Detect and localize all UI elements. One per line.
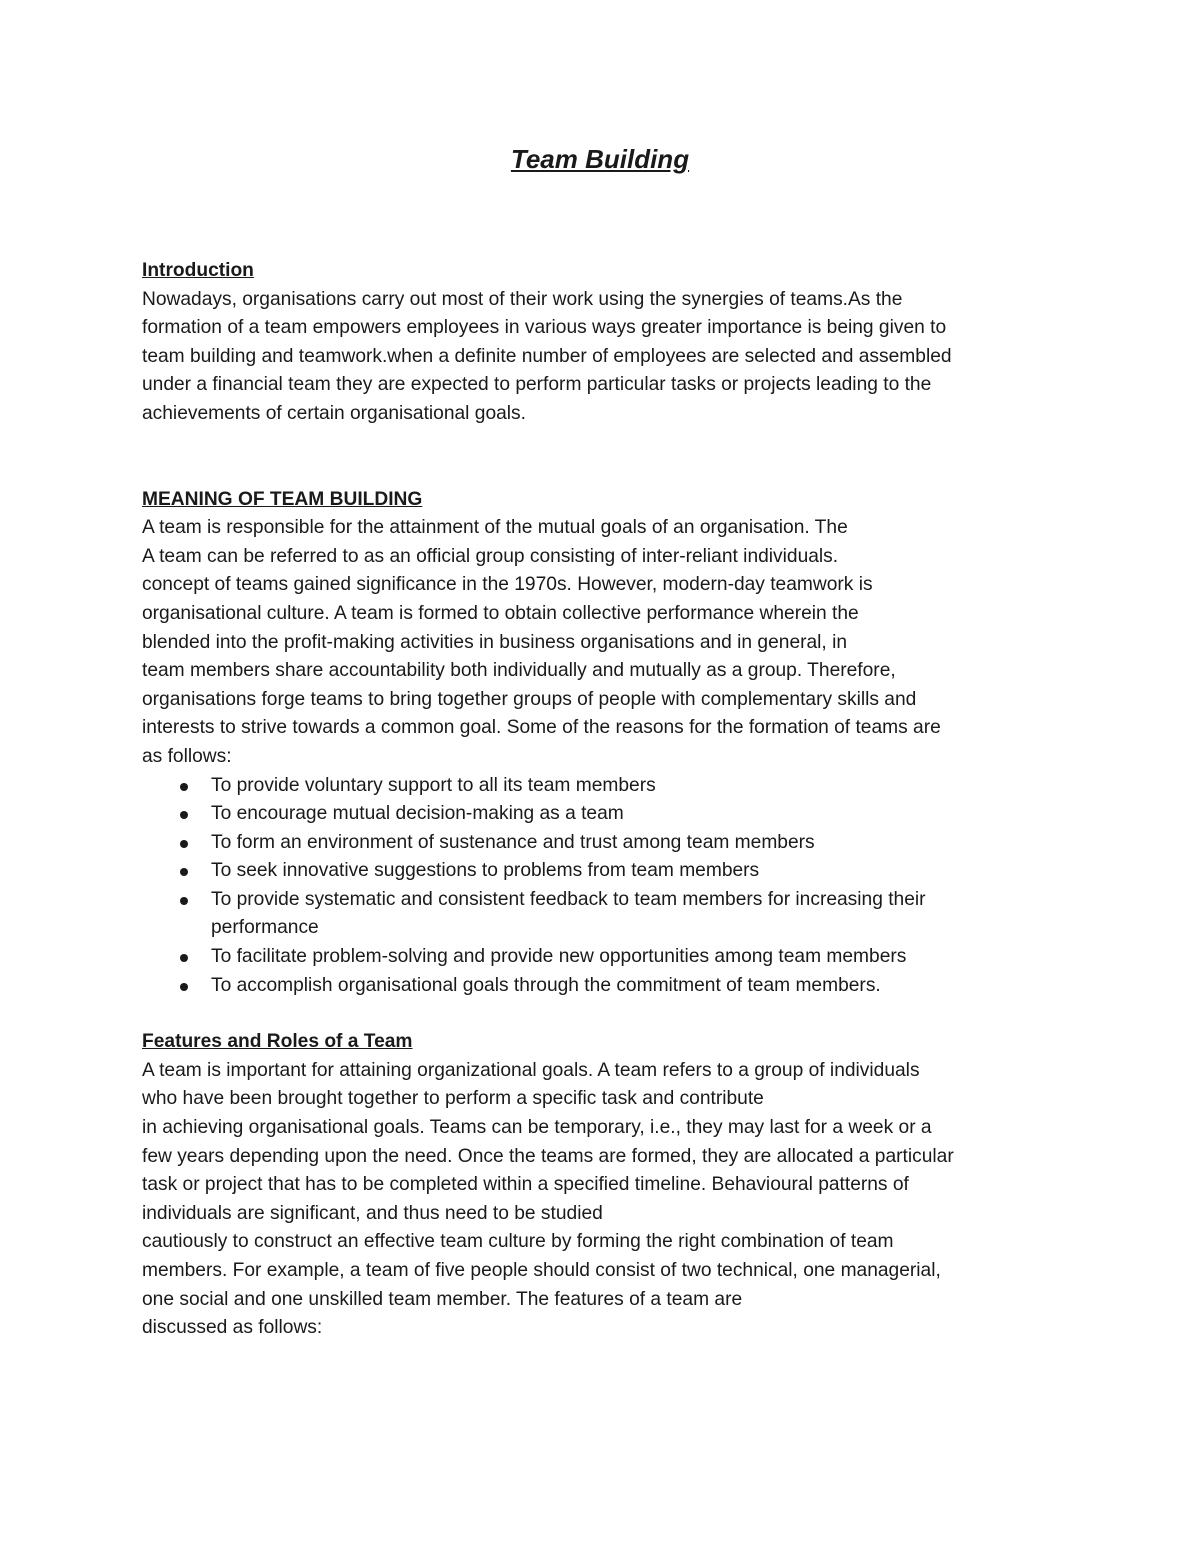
- paragraph-line: cautiously to construct an effective team culture by forming the right combination of team: [142, 1231, 894, 1253]
- bullet-icon: [180, 868, 188, 876]
- list-item-text: To encourage mutual decision-making as a team: [211, 803, 624, 825]
- list-item-text: To provide voluntary support to all its team members: [211, 774, 656, 796]
- paragraph-line: task or project that has to be completed within a specified timeline. Behavioural patterns of: [142, 1174, 909, 1196]
- reasons-list: [142, 772, 1062, 1001]
- paragraph-line: A team is important for attaining organizational goals. A team refers to a group of individuals: [142, 1059, 920, 1081]
- document-body: [142, 257, 1062, 1343]
- bullet-icon: [180, 954, 188, 962]
- paragraph-line: as follows:: [142, 745, 232, 767]
- list-item-text: To provide systematic and consistent feedback to team members for increasing their: [211, 888, 926, 910]
- bullet-icon: [180, 897, 188, 905]
- section-heading: Features and Roles of a Team: [142, 1031, 413, 1053]
- paragraph-line: formation of a team empowers employees in various ways greater importance is being given to: [142, 317, 947, 339]
- paragraph-line: in achieving organisational goals. Teams can be temporary, i.e., they may last for a week or a: [142, 1117, 932, 1139]
- bullet-icon: [180, 983, 188, 991]
- paragraph-line: organisational culture. A team is formed to obtain collective performance wherein the: [142, 602, 859, 624]
- document-title: Team Building: [510, 144, 690, 174]
- list-item: [142, 800, 1062, 829]
- paragraph-line: one social and one unskilled team member. The features of a team are: [142, 1288, 743, 1310]
- section-features: [142, 1028, 1062, 1343]
- paragraph-line: under a financial team they are expected to perform particular tasks or projects leading to the: [142, 374, 932, 396]
- list-item-text: To accomplish organisational goals through the commitment of team members.: [211, 974, 881, 996]
- paragraph-line: A team is responsible for the attainment of the mutual goals of an organisation. The: [142, 517, 848, 539]
- paragraph-line: members. For example, a team of five people should consist of two technical, one managerial,: [142, 1260, 941, 1281]
- section-heading: MEANING OF TEAM BUILDING: [142, 488, 423, 510]
- paragraph-line: concept of teams gained significance in the 1970s. However, modern-day teamwork is: [142, 574, 873, 596]
- list-item: [142, 772, 1062, 801]
- list-item-text: performance: [211, 917, 319, 939]
- list-item-text: To seek innovative suggestions to problems from team members: [211, 860, 760, 882]
- list-item: [142, 886, 1062, 943]
- section-introduction: [142, 257, 1062, 429]
- paragraph-line: blended into the profit-making activities in business organisations and in general, in: [142, 631, 848, 653]
- paragraph-line: team members share accountability both individually and mutually as a group. Therefore,: [142, 660, 896, 682]
- list-item: [142, 857, 1062, 886]
- paragraph-line: achievements of certain organisational goals.: [142, 402, 526, 424]
- section-spacer: [142, 1000, 1062, 1028]
- list-item: [142, 829, 1062, 858]
- section-meaning: [142, 486, 1062, 1001]
- paragraph-line: interests to strive towards a common goal. Some of the reasons for the formation of teams are: [142, 717, 941, 739]
- paragraph-line: organisations forge teams to bring together groups of people with complementary skills and: [142, 688, 917, 710]
- list-item-text: To form an environment of sustenance and trust among team members: [211, 831, 815, 853]
- section-spacer: [142, 429, 1062, 486]
- paragraph-line: who have been brought together to perform a specific task and contribute: [142, 1088, 764, 1110]
- bullet-icon: [180, 811, 188, 819]
- list-item-text: To facilitate problem-solving and provide new opportunities among team members: [211, 946, 907, 968]
- bullet-icon: [180, 840, 188, 848]
- paragraph-line: team building and teamwork.when a definite number of employees are selected and assembled: [142, 345, 952, 367]
- paragraph-line: discussed as follows:: [142, 1317, 323, 1339]
- paragraph-line: Nowadays, organisations carry out most of their work using the synergies of teams.As the: [142, 288, 903, 310]
- bullet-icon: [180, 783, 188, 791]
- paragraph-line: A team can be referred to as an official group consisting of inter-reliant individuals.: [142, 545, 839, 567]
- list-item: [142, 972, 1062, 1001]
- paragraph-line: few years depending upon the need. Once the teams are formed, they are allocated a particular: [142, 1145, 954, 1167]
- section-heading: Introduction: [142, 260, 254, 281]
- list-item: [142, 943, 1062, 972]
- paragraph-line: individuals are significant, and thus need to be studied: [142, 1202, 603, 1224]
